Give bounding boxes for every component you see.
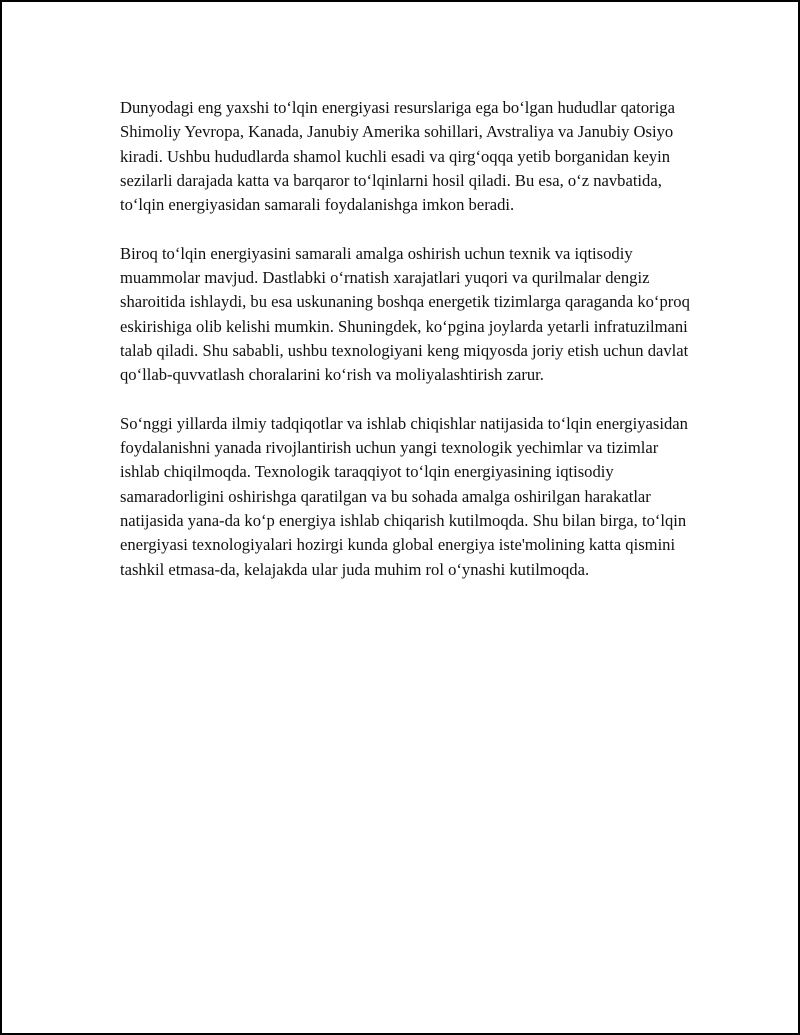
document-body xyxy=(120,96,700,606)
paragraph-2: Biroq to‘lqin energiyasini samarali amalga oshirish uchun texnik va iqtisodiy muammolar mavjud. Dastlabki o‘rnatish xarajatlari yuqori va qurilmalar dengiz sharoitida ishlaydi, bu esa uskunaning boshqa energetik tizimlarga qaraganda ko‘proq eskirishiga olib kelishi mumkin. Shuningdek, ko‘pgina joylarda yetarli infratuzilmani talab qiladi. Shu sababli, ushbu texnologiyani keng miqyosda joriy etish uchun davlat qo‘llab-quvvatlash choralarini ko‘rish va moliyalashtirish zarur. xyxy=(120,243,690,385)
paragraph-3: So‘nggi yillarda ilmiy tadqiqotlar va ishlab chiqishlar natijasida to‘lqin energiyasidan foydalanishni yanada rivojlantirish uchun yangi texnologik yechimlar va tizimlar ishlab chiqilmoqda. Texnologik taraqqiyot to‘lqin energiyasining iqtisodiy samaradorligini oshirishga qaratilgan va bu sohada amalga oshirilgan harakatlar natijasida yana-da ko‘p energiya ishlab chiqarish kutilmoqda. Shu bilan birga, to‘lqin energiyasi texnologiyalari hozirgi kunda global energiya iste'molining katta qismini tashkil etmasa-da, kelajakda ular juda muhim rol o‘ynashi kutilmoqda. xyxy=(120,413,688,579)
paragraph-1: Dunyodagi eng yaxshi to‘lqin energiyasi resurslariga ega bo‘lgan hududlar qatoriga Shimoliy Yevropa, Kanada, Janubiy Amerika sohillari, Avstraliya va Janubiy Osiyo kiradi. Ushbu hududlarda shamol kuchli esadi va qirg‘oqqa yetib borganidan keyin sezilarli darajada katta va barqaror to‘lqinlarni hosil qiladi. Bu esa, o‘z navbatida, to‘lqin energiyasidan samarali foydalanishga imkon beradi. xyxy=(120,98,675,215)
